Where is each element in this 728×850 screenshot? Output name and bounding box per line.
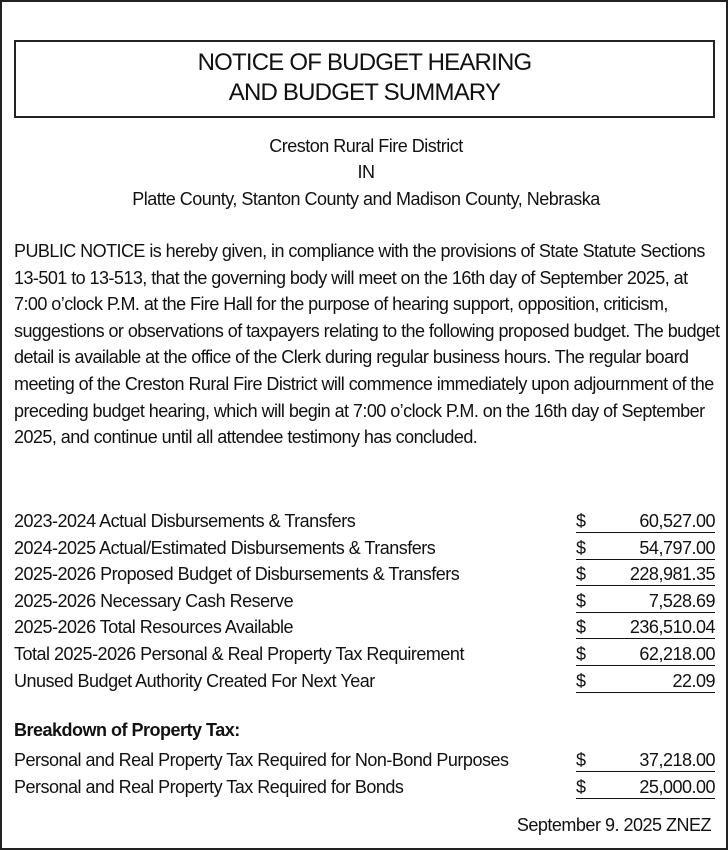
currency-symbol: $ (576, 776, 586, 797)
notice-title-box (14, 40, 715, 118)
public-notice-paragraph: PUBLIC NOTICE is hereby given, in compliance with the provisions of State Statute Sections 13-501 to 13-513, that the governing body will meet on the 16th day of September 2025, at 7:00 o’clock P.M. at the Fire Hall for the purpose of hearing support, opposition, criticism, suggestions or observations of taxpayers relating to the following proposed budget. The budget detail is available at the office of the Clerk during regular business hours. The regular board meeting of the Creston Rural Fire District will commence immediately upon adjournment of the preceding budget hearing, which will begin at 7:00 o’clock P.M. on the 16th day of September 2025, and continue until all attendee testimony has concluded. (14, 241, 720, 448)
entity-name: Creston Rural Fire District (269, 136, 463, 156)
breakdown-table (14, 747, 718, 800)
breakdown-row-label: Personal and Real Property Tax Required for Non-Bond Purposes (14, 750, 509, 770)
budget-row (14, 614, 718, 641)
budget-row-amount: 228,981.35 (629, 564, 715, 585)
budget-row-amount-cell (576, 614, 715, 639)
currency-symbol: $ (576, 564, 586, 585)
currency-symbol: $ (576, 643, 586, 664)
budget-row (14, 561, 718, 588)
budget-row-amount-cell (576, 668, 715, 693)
budget-row-amount: 7,528.69 (648, 590, 715, 611)
budget-row-amount: 236,510.04 (629, 617, 715, 638)
publication-date-code: September 9. 2025 ZNEZ (516, 815, 711, 835)
budget-row-amount-cell (576, 561, 715, 586)
budget-row (14, 668, 718, 695)
notice-title-line-1: NOTICE OF BUDGET HEARING (197, 49, 532, 76)
budget-row-amount-cell (576, 641, 715, 666)
currency-symbol: $ (576, 511, 586, 531)
budget-row-label: 2023-2024 Actual Disbursements & Transfers (14, 511, 356, 531)
breakdown-row-amount: 37,218.00 (639, 750, 715, 770)
counties-line: Platte County, Stanton County and Madison County, Nebraska (132, 189, 600, 209)
budget-row-amount: 60,527.00 (639, 511, 715, 531)
budget-row-amount-cell (576, 508, 715, 533)
budget-row-label: 2025-2026 Necessary Cash Reserve (14, 590, 294, 611)
budget-row-amount: 54,797.00 (639, 537, 715, 558)
currency-symbol: $ (576, 537, 586, 558)
breakdown-row-amount: 25,000.00 (639, 776, 715, 797)
budget-row-label: 2025-2026 Total Resources Available (14, 617, 294, 638)
breakdown-row (14, 747, 718, 774)
budget-row-label: 2025-2026 Proposed Budget of Disbursements & Transfers (14, 564, 460, 585)
breakdown-row-amount-cell (576, 747, 715, 772)
budget-summary-table (14, 508, 718, 694)
in-label: IN (357, 162, 375, 182)
budget-row (14, 508, 718, 535)
budget-row-amount: 22.09 (672, 670, 715, 691)
breakdown-row-label: Personal and Real Property Tax Required for Bonds (14, 776, 404, 797)
budget-row-amount-cell (576, 535, 715, 560)
budget-row (14, 535, 718, 562)
budget-row (14, 641, 718, 668)
budget-row-amount-cell (576, 588, 715, 613)
currency-symbol: $ (576, 617, 586, 638)
budget-row-amount: 62,218.00 (639, 643, 715, 664)
breakdown-row-amount-cell (576, 774, 715, 799)
budget-row-label: 2024-2025 Actual/Estimated Disbursements & Transfers (14, 537, 436, 558)
notice-title-line-2: AND BUDGET SUMMARY (228, 79, 501, 106)
breakdown-heading: Breakdown of Property Tax: (14, 720, 240, 740)
currency-symbol: $ (576, 750, 586, 770)
currency-symbol: $ (576, 590, 586, 611)
budget-row-label: Unused Budget Authority Created For Next Year (14, 670, 375, 691)
budget-row-label: Total 2025-2026 Personal & Real Property Tax Requirement (14, 643, 464, 664)
budget-row (14, 588, 718, 615)
currency-symbol: $ (576, 670, 586, 691)
breakdown-row (14, 774, 718, 801)
